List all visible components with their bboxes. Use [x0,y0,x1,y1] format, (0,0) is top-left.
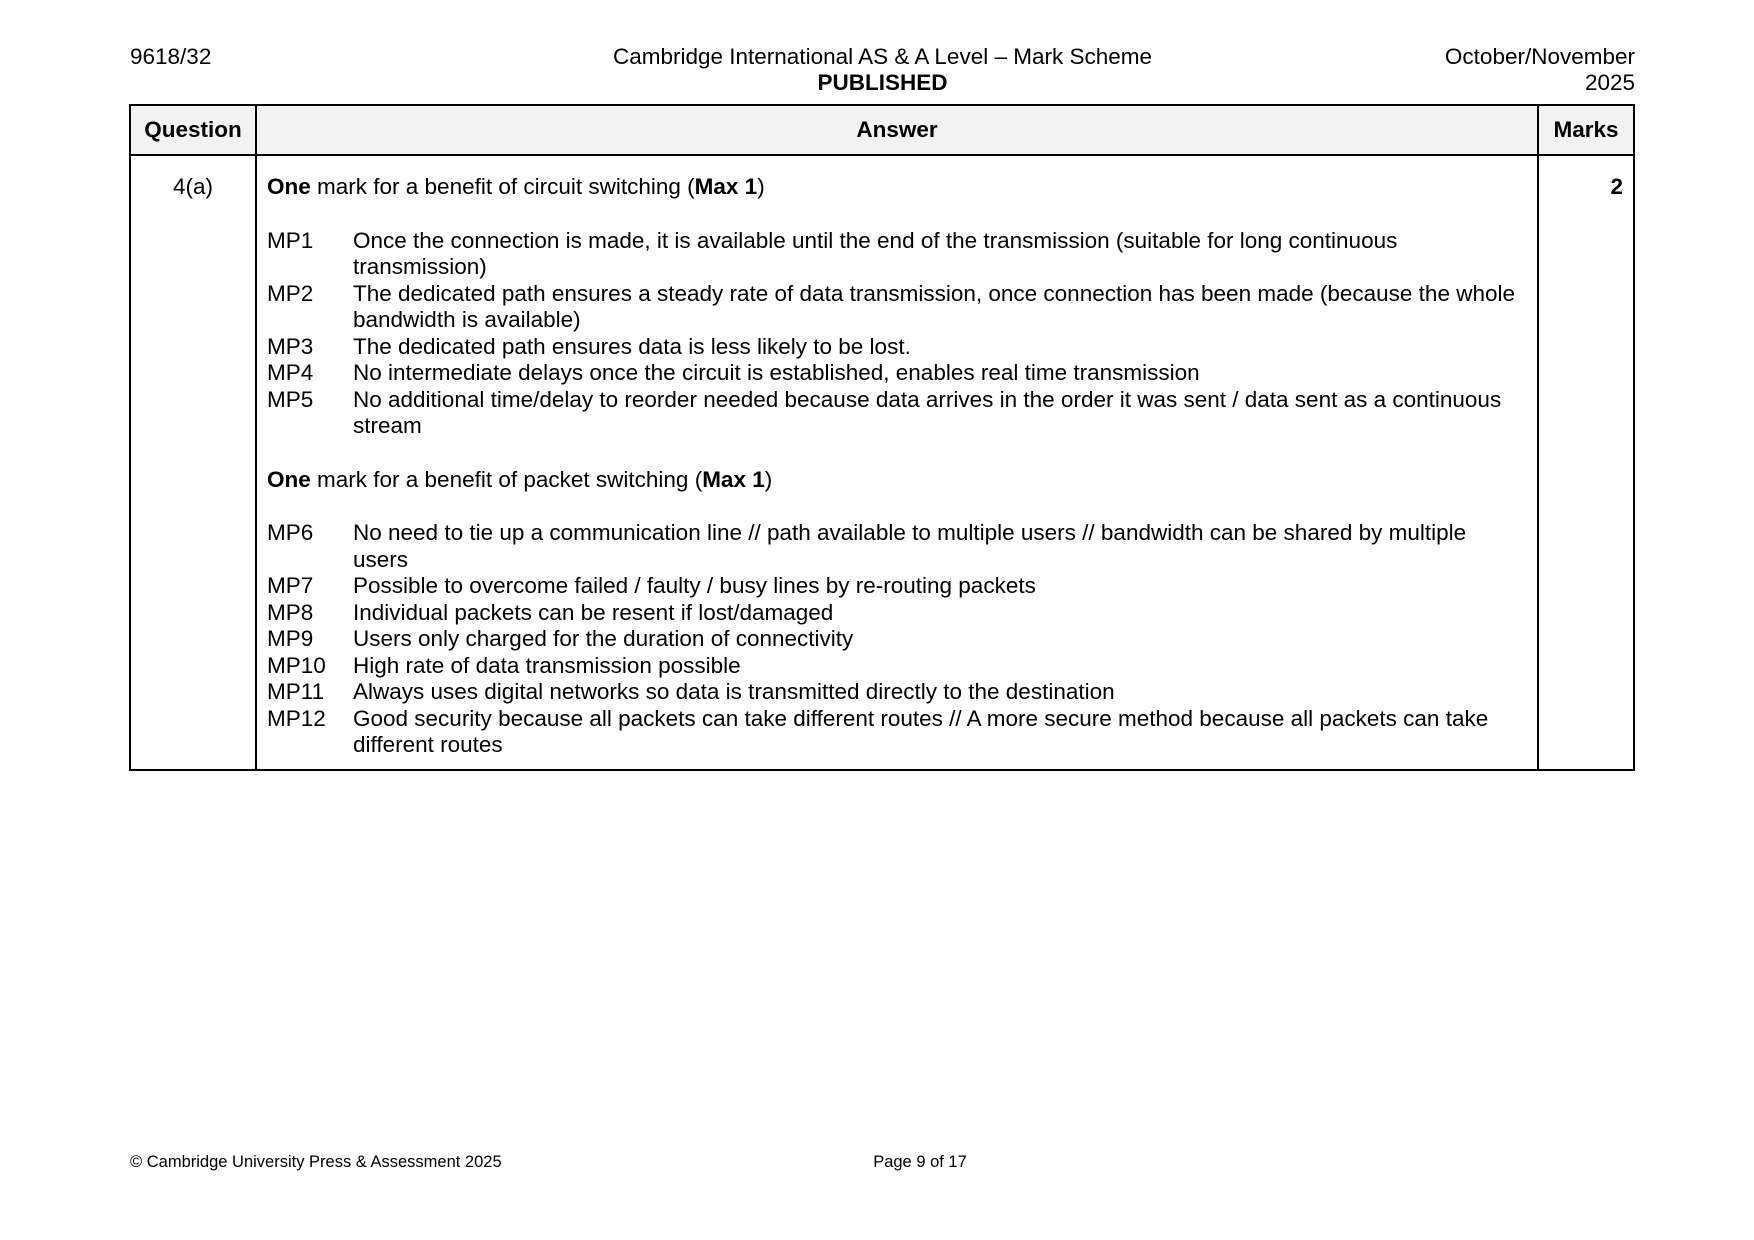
mark-point-text: No need to tie up a communication line // path available to multiple users // bandwidth can be shared by multiple users [353,520,1467,572]
syllabus-code: 9618/32 [130,44,212,69]
mark-point-code: MP11 [267,679,325,704]
marking-points-circuit [267,228,1527,440]
list-item [267,228,1527,281]
list-item [267,334,1527,361]
intro-text: mark for a benefit of circuit switching ( [310,174,695,199]
mark-point-text: Always uses digital networks so data is transmitted directly to the destination [353,679,1115,704]
mark-point-text: Good security because all packets can take different routes // A more secure method because all packets can take different routes [353,705,1489,757]
mark-point-text: No intermediate delays once the circuit is established, enables real time transmission [353,360,1200,385]
mark-point-code: MP3 [267,333,314,359]
mark-point-code: MP10 [267,652,326,678]
marks-value: 2 [1538,155,1634,770]
marking-points-packet [267,520,1527,759]
table-header-row [130,105,1634,155]
mark-point-code: MP7 [267,573,314,598]
question-number: 4(a) [130,155,256,770]
intro-max-emphasis: Max 1 [702,466,765,492]
mark-point-text: Once the connection is made, it is available until the end of the transmission (suitable for long continuous transmission) [353,227,1398,279]
header-title-block [130,44,1635,96]
question-column-header: Question [130,105,256,155]
intro-text-end: ) [764,466,773,492]
table-row [130,155,1634,770]
intro-max-emphasis: Max 1 [694,174,758,199]
mark-point-code: MP8 [267,599,314,625]
list-item [267,600,1527,627]
list-item [267,653,1527,680]
mark-point-text: The dedicated path ensures a steady rate of data transmission, once connection has been made (because the whole bandwidth is available) [353,280,1515,332]
copyright-notice: © Cambridge University Press & Assessment 2025 [130,1153,502,1171]
exam-session [1445,44,1635,96]
mark-point-text: Users only charged for the duration of connectivity [353,626,854,651]
intro-emphasis: One [267,466,311,492]
list-item [267,520,1527,573]
list-item [267,387,1527,440]
page-header [130,44,1635,100]
section-intro-packet [267,467,1527,494]
answer-cell [256,155,1538,770]
mark-point-text: Possible to overcome failed / faulty / busy lines by re-routing packets [353,573,1036,598]
list-item [267,706,1527,759]
list-item [267,679,1527,706]
document-title: Cambridge International AS & A Level – Mark Scheme [612,44,1153,69]
published-label: PUBLISHED [817,70,948,95]
mark-point-code: MP4 [267,360,314,385]
list-item [267,573,1527,600]
section-intro-circuit [267,174,1527,201]
mark-point-code: MP9 [267,626,314,651]
mark-scheme-table [129,104,1635,771]
list-item [267,281,1527,334]
mark-point-text: High rate of data transmission possible [353,652,741,678]
intro-text: mark for a benefit of packet switching ( [310,466,703,492]
intro-emphasis: One [267,174,311,199]
mark-point-code: MP5 [267,386,314,412]
marks-column-header: Marks [1538,105,1634,155]
mark-point-text: No additional time/delay to reorder needed because data arrives in the order it was sent / data sent as a continuous stream [353,386,1502,438]
answer-column-header: Answer [256,105,1538,155]
list-item [267,360,1527,387]
exam-session-year: 2025 [1584,70,1635,95]
mark-point-code: MP2 [267,280,314,306]
mark-point-code: MP1 [267,227,314,253]
intro-text-end: ) [757,174,765,199]
list-item [267,626,1527,653]
exam-session-month: October/November [1444,44,1635,69]
page-number: Page 9 of 17 [873,1153,967,1171]
mark-point-text: Individual packets can be resent if lost/damaged [353,599,834,625]
mark-point-text: The dedicated path ensures data is less likely to be lost. [353,333,911,359]
mark-point-code: MP6 [267,520,314,545]
mark-point-code: MP12 [267,705,326,731]
